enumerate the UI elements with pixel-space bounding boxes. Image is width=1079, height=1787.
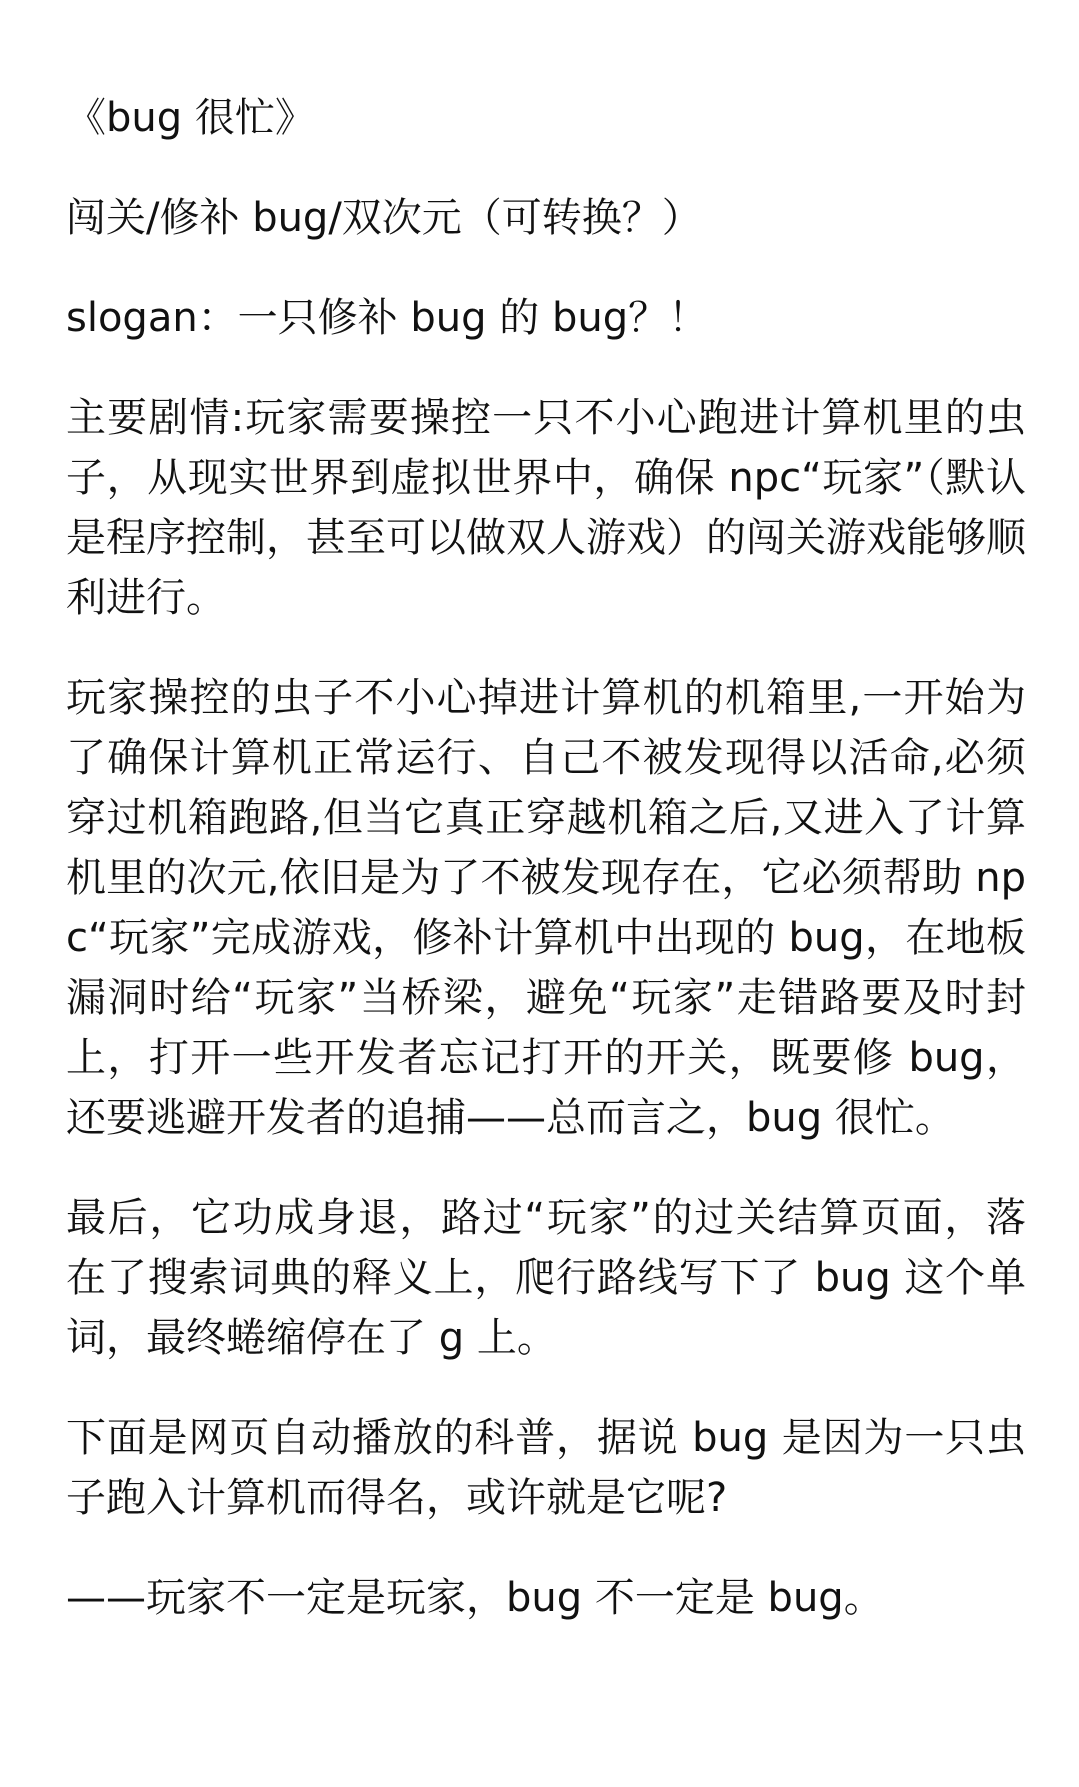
paragraph-trivia: 下面是网页自动播放的科普，据说 bug 是因为一只虫子跑入计算机而得名，或许就是它呢? bbox=[66, 1415, 1026, 1521]
paragraph-closing-quote: ——玩家不一定是玩家，bug 不一定是 bug。 bbox=[66, 1575, 884, 1621]
paragraph-main-plot: 主要剧情:玩家需要操控一只不小心跑进计算机里的虫子，从现实世界到虚拟世界中，确保 npc“玩家”（默认是程序控制，甚至可以做双人游戏）的闯关游戏能够顺利进行。 bbox=[66, 395, 1026, 621]
document-body bbox=[66, 88, 1026, 1668]
genre-line: 闯关/修补 bug/双次元（可转换？） bbox=[66, 195, 702, 241]
paragraph-ending: 最后，它功成身退，路过“玩家”的过关结算页面，落在了搜索词典的释义上，爬行路线写下了 bug 这个单词，最终蜷缩停在了 g 上。 bbox=[66, 1195, 1026, 1361]
document-title: 《bug 很忙》 bbox=[66, 95, 315, 141]
slogan-line: slogan：一只修补 bug 的 bug？！ bbox=[66, 295, 709, 341]
paragraph-story-detail: 玩家操控的虫子不小心掉进计算机的机箱里,一开始为了确保计算机正常运行、自己不被发现得以活命,必须穿过机箱跑路,但当它真正穿越机箱之后,又进入了计算机里的次元,依旧是为了不被发现存在，它必须帮助 npc“玩家”完成游戏，修补计算机中出现的 bug，在地板漏洞时给“玩家”当桥梁，避免“玩家”走错路要及时封上，打开一些开发者忘记打开的开关，既要修 bug，还要逃避开发者的追捕——总而言之，bug 很忙。 bbox=[66, 675, 1026, 1141]
